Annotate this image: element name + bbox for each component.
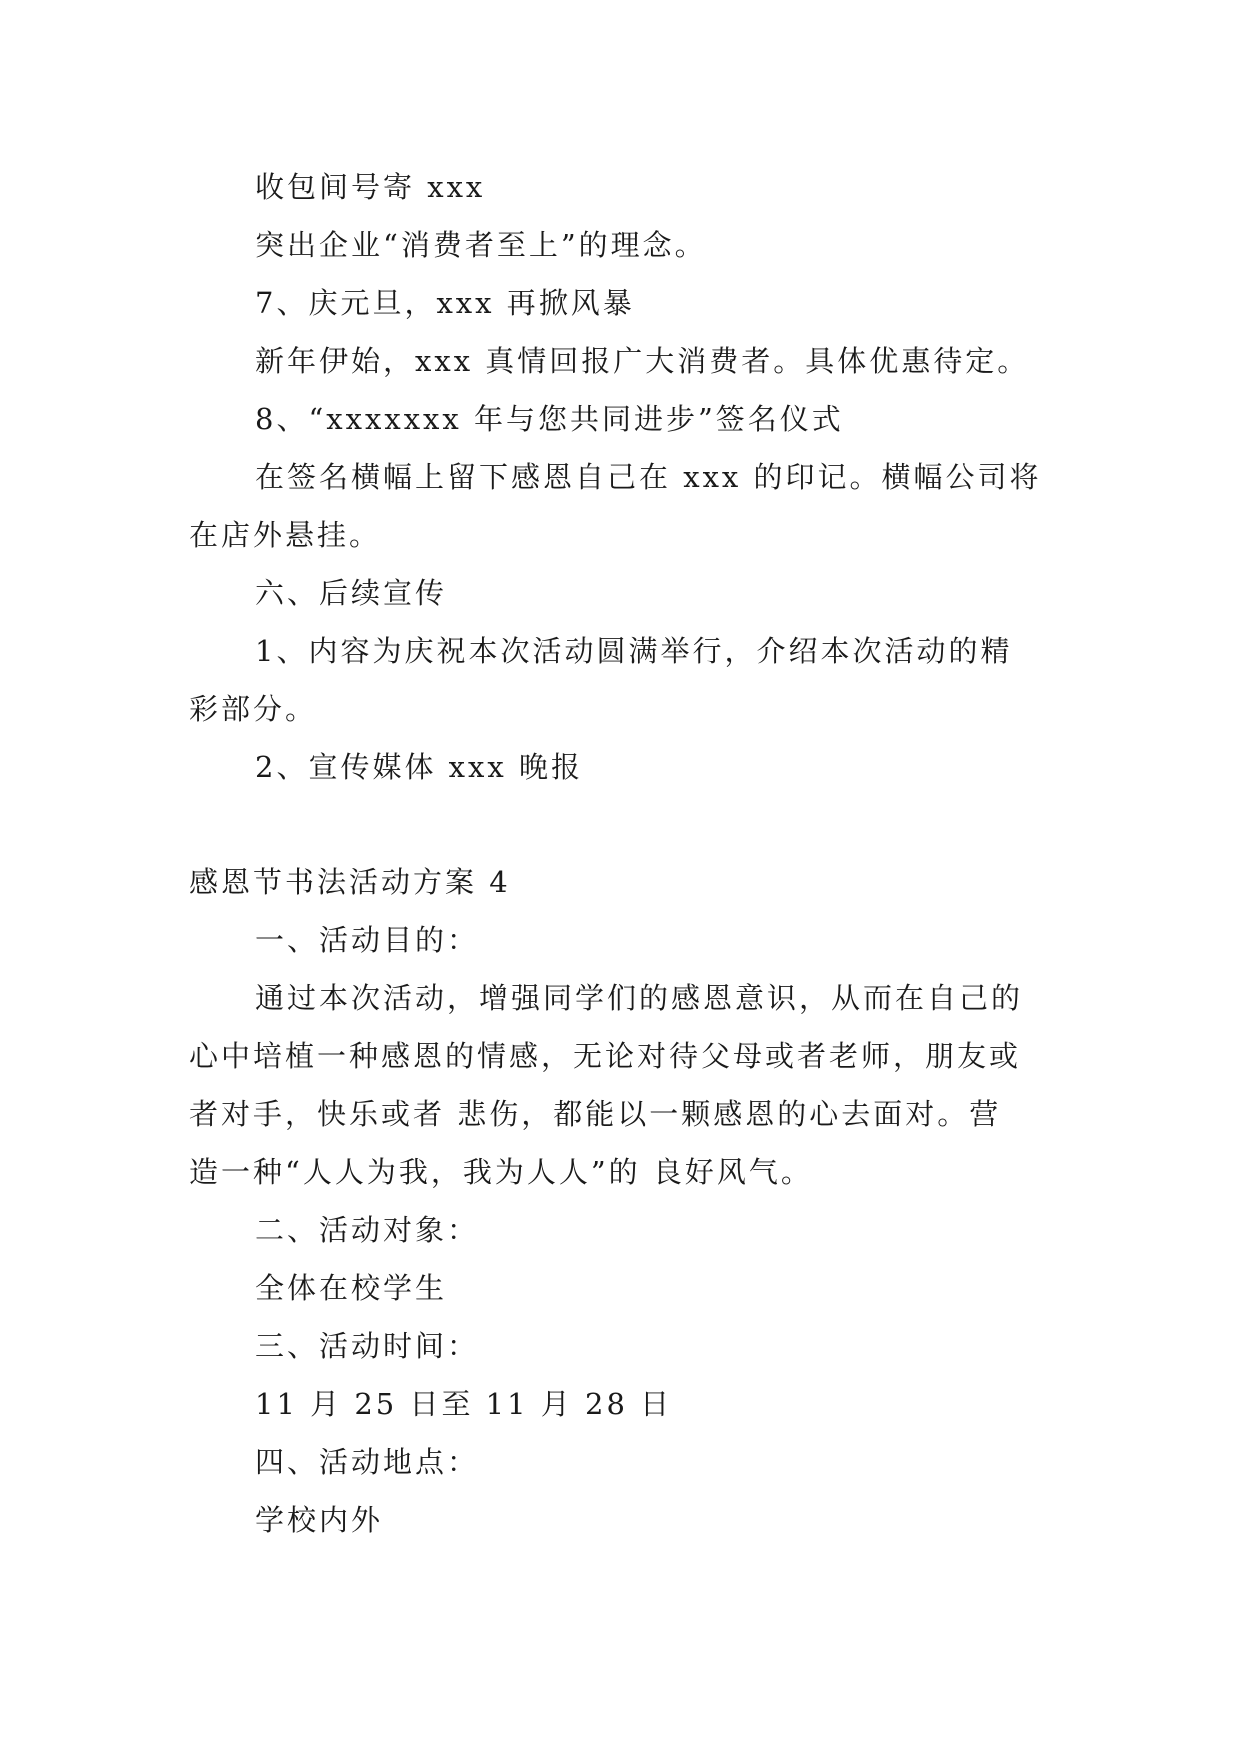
text-line: 突出企业“消费者至上”的理念。 xyxy=(255,228,707,262)
text-line: 心中培植一种感恩的情感，无论对待父母或者老师，朋友或 xyxy=(189,1039,1022,1073)
text-line: 者对手，快乐或者 悲伤，都能以一颗感恩的心去面对。营 xyxy=(189,1097,1002,1131)
section-heading: 四、活动地点： xyxy=(255,1445,480,1479)
document-title: 感恩节书法活动方案 4 xyxy=(189,865,511,899)
text-line: 全体在校学生 xyxy=(255,1271,448,1305)
text-line: 8、“xxxxxxx 年与您共同进步”签名仪式 xyxy=(255,402,844,436)
text-line: 1、内容为庆祝本次活动圆满举行，介绍本次活动的精 xyxy=(255,634,1013,668)
text-line: 收包间号寄 xxx xyxy=(255,170,486,204)
text-line: 11 月 25 日至 11 月 28 日 xyxy=(255,1387,673,1421)
text-line: 彩部分。 xyxy=(189,692,318,726)
text-line: 通过本次活动，增强同学们的感恩意识，从而在自己的 xyxy=(255,981,1024,1015)
text-line: 在店外悬挂。 xyxy=(189,518,382,552)
text-line: 学校内外 xyxy=(255,1503,384,1537)
section-heading: 二、活动对象： xyxy=(255,1213,480,1247)
section-heading: 三、活动时间： xyxy=(255,1329,480,1363)
section-heading: 六、后续宣传 xyxy=(255,576,448,610)
text-line: 7、庆元旦，xxx 再掀风暴 xyxy=(255,286,635,320)
text-line: 造一种“人人为我，我为人人”的 良好风气。 xyxy=(189,1155,813,1189)
text-line: 在签名横幅上留下感恩自己在 xxx 的印记。横幅公司将 xyxy=(255,460,1042,494)
section-heading: 一、活动目的： xyxy=(255,923,480,957)
text-line: 2、宣传媒体 xxx 晚报 xyxy=(255,750,583,784)
text-line: 新年伊始，xxx 真情回报广大消费者。具体优惠待定。 xyxy=(255,344,1030,378)
